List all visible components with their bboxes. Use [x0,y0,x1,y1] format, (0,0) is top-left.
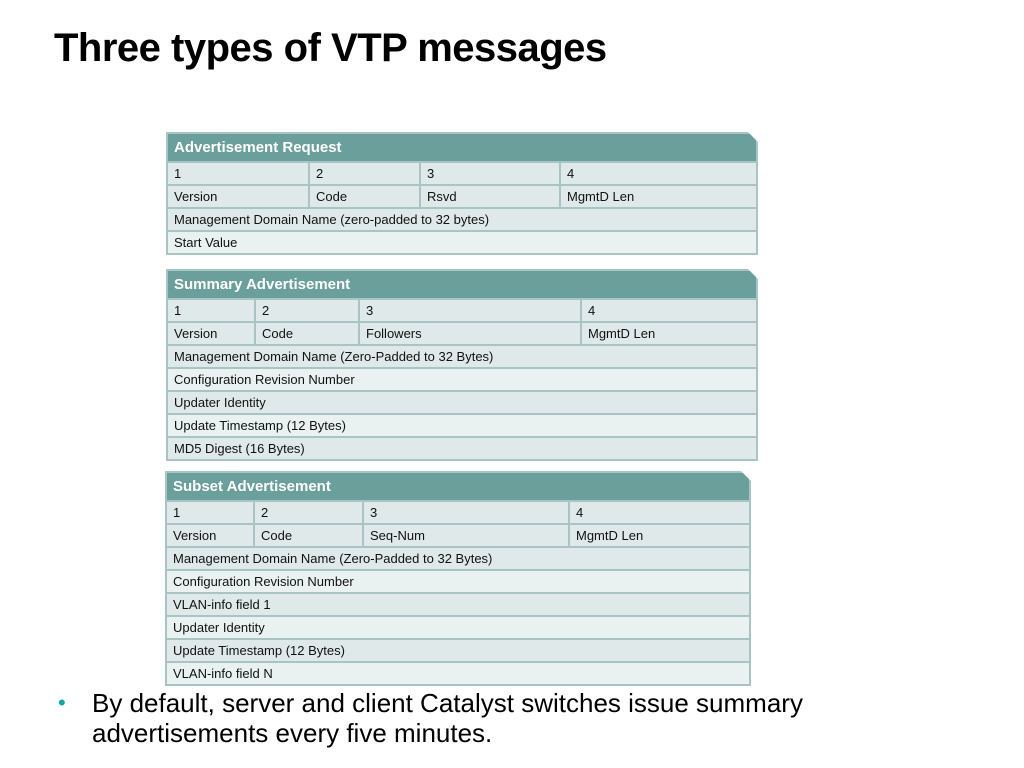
field-name: Code [308,186,419,207]
field-name: Code [254,323,358,344]
field-row [168,392,756,413]
octet-number: 2 [254,300,358,321]
frame-summary-advertisement [166,269,758,461]
field-name: Update Timestamp (12 Bytes) [173,643,345,658]
field-row [167,617,749,638]
field-name: Management Domain Name (Zero-Padded to 32 Bytes) [173,551,493,566]
frame-header: Subset Advertisement [167,473,749,500]
field-name: MgmtD Len [559,186,756,207]
octet-number: 2 [308,163,419,184]
field-row [167,571,749,592]
field-name: Management Domain Name (Zero-Padded to 32 Bytes) [174,349,494,364]
octet-number: 4 [568,502,749,523]
octet-number: 2 [253,502,362,523]
frame-subset-advertisement [165,471,751,686]
field-row [168,186,756,207]
bullet-icon: • [58,690,66,715]
field-name: Configuration Revision Number [173,574,354,589]
field-name: Rsvd [419,186,559,207]
slide-title: Three types of VTP messages [54,26,607,70]
bullet-text: By default, server and client Catalyst switches issue summary advertisements every five minutes. [92,688,803,748]
field-name: VLAN-info field 1 [173,597,271,612]
field-row [167,640,749,661]
field-row [168,163,756,184]
field-row [168,438,756,459]
octet-number: 3 [358,300,580,321]
field-name: Management Domain Name (zero-padded to 32 bytes) [174,212,490,227]
field-name: Update Timestamp (12 Bytes) [174,418,346,433]
field-name: MgmtD Len [568,525,749,546]
field-row [168,415,756,436]
field-row [168,323,756,344]
field-row [167,594,749,615]
frame-header: Summary Advertisement [168,271,756,298]
field-row [167,663,749,684]
field-name: Code [253,525,362,546]
frame-header: Advertisement Request [168,134,756,161]
field-row [168,232,756,253]
field-name: Configuration Revision Number [174,372,355,387]
octet-number: 1 [174,303,182,318]
field-row [167,525,749,546]
field-name: Updater Identity [173,620,265,635]
field-name: Seq-Num [362,525,568,546]
octet-number: 4 [580,300,756,321]
field-name: Version [173,528,217,543]
field-row [168,209,756,230]
frame-advertisement-request [166,132,758,255]
field-name: VLAN-info field N [173,666,273,681]
field-name: Start Value [174,235,238,250]
field-row [168,300,756,321]
field-name: MgmtD Len [580,323,756,344]
octet-number: 1 [173,505,181,520]
field-name: MD5 Digest (16 Bytes) [174,441,305,456]
field-name: Updater Identity [174,395,266,410]
octet-number: 1 [174,166,182,181]
field-row [167,502,749,523]
field-row [167,548,749,569]
octet-number: 3 [419,163,559,184]
field-name: Version [174,189,218,204]
field-name: Followers [358,323,580,344]
field-row [168,369,756,390]
field-row [168,346,756,367]
field-name: Version [174,326,218,341]
bullet-point [58,688,958,748]
octet-number: 3 [362,502,568,523]
octet-number: 4 [559,163,756,184]
